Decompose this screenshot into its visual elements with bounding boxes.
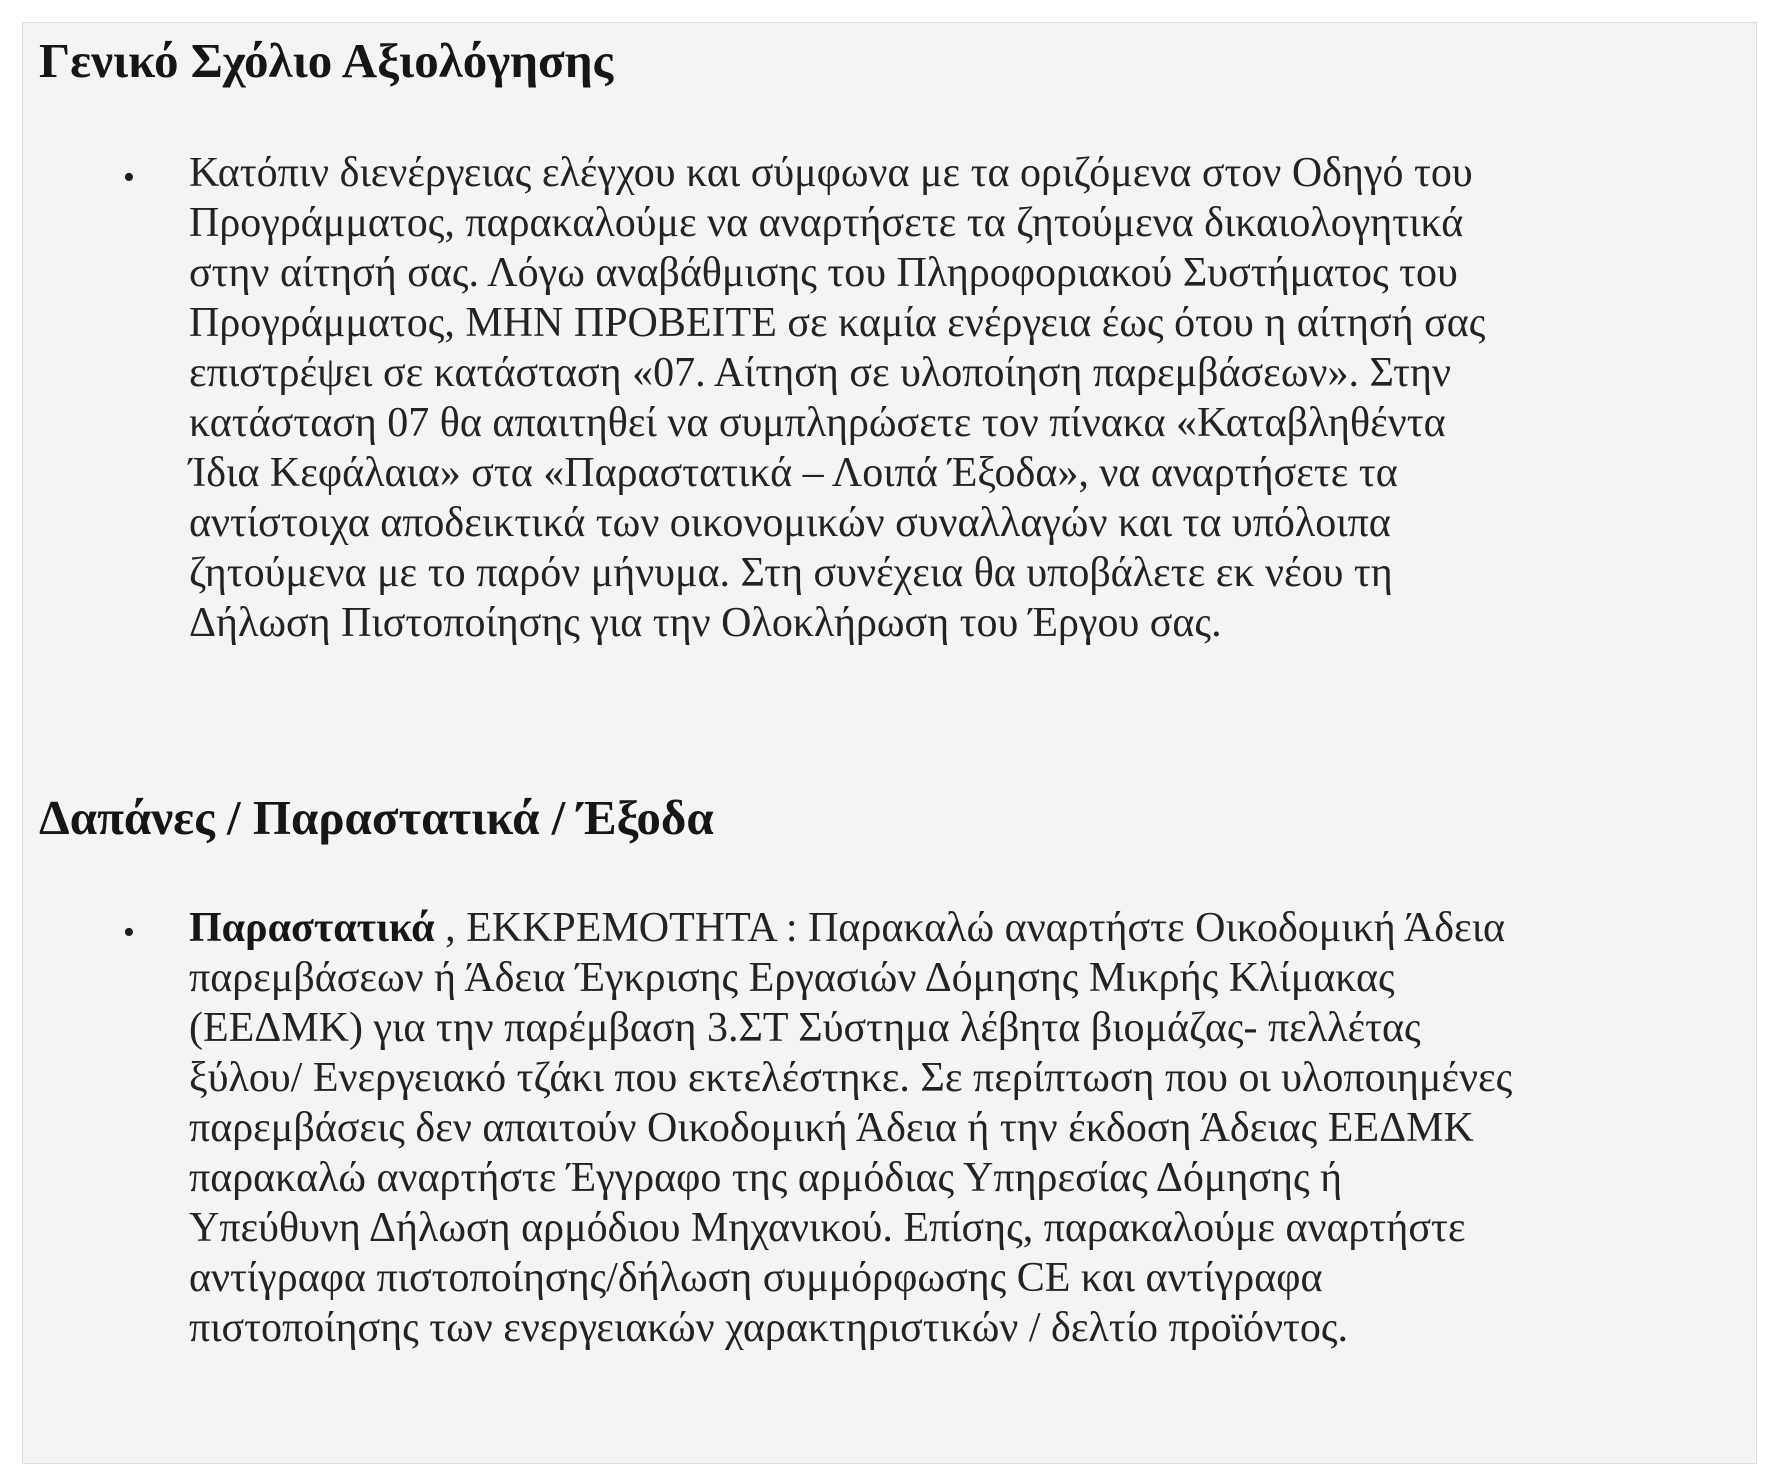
text-line: ξύλου/ Ενεργειακό τζάκι που εκτελέστηκε. Σε περίπτωση που οι υλοποιημένες: [189, 1055, 1513, 1101]
text-line: ζητούμενα με το παρόν μήνυμα. Στη συνέχεια θα υποβάλετε εκ νέου τη: [189, 550, 1393, 596]
text-line: κατάσταση 07 θα απαιτηθεί να συμπληρώσετε τον πίνακα «Καταβληθέντα: [189, 400, 1446, 446]
bullet-dot-icon: •: [123, 159, 135, 196]
general-comment-heading: Γενικό Σχόλιο Αξιολόγησης: [39, 33, 614, 88]
text-line: Δήλωση Πιστοποίησης για την Ολοκλήρωση του Έργου σας.: [189, 600, 1222, 646]
bullet-first-line-text: , ΕΚΚΡΕΜΟΤΗΤΑ : Παρακαλώ αναρτήστε Οικοδομική Άδεια: [434, 905, 1505, 951]
text-line: Υπεύθυνη Δήλωση αρμόδιου Μηχανικού. Επίσης, παρακαλούμε αναρτήστε: [189, 1205, 1466, 1251]
text-line: αντίστοιχα αποδεικτικά των οικονομικών συναλλαγών και τα υπόλοιπα: [189, 500, 1391, 546]
expenses-heading: [39, 790, 714, 846]
expenses-heading-bold: Παραστατικά / Έξοδα: [252, 790, 714, 845]
expenses-heading-prefix: Δαπάνες /: [39, 790, 253, 845]
text-line: Κατόπιν διενέργειας ελέγχου και σύμφωνα με τα οριζόμενα στον Οδηγό του: [189, 150, 1473, 196]
text-line: παρακαλώ αναρτήστε Έγγραφο της αρμόδιας Υπηρεσίας Δόμησης ή: [189, 1155, 1343, 1201]
text-line: πιστοποίησης των ενεργειακών χαρακτηριστικών / δελτίο προϊόντος.: [189, 1305, 1348, 1351]
text-line: επιστρέψει σε κατάσταση «07. Αίτηση σε υλοποίηση παρεμβάσεων». Στην: [189, 350, 1451, 396]
text-line: αντίγραφα πιστοποίησης/δήλωση συμμόρφωσης CE και αντίγραφα: [189, 1255, 1323, 1301]
text-line: Προγράμματος, παρακαλούμε να αναρτήσετε τα ζητούμενα δικαιολογητικά: [189, 200, 1464, 246]
bullet-label: Παραστατικά: [189, 905, 435, 951]
bullet-dot-icon: •: [123, 914, 135, 951]
text-line: [189, 903, 1505, 953]
text-line: Ίδια Κεφάλαια» στα «Παραστατικά – Λοιπά Έξοδα», να αναρτήσετε τα: [189, 450, 1398, 496]
text-line: παρεμβάσεων ή Άδεια Έγκρισης Εργασιών Δόμησης Μικρής Κλίμακας: [189, 955, 1395, 1001]
text-line: στην αίτησή σας. Λόγω αναβάθμισης του Πληροφοριακού Συστήματος του: [189, 250, 1458, 296]
text-line: (ΕΕΔΜΚ) για την παρέμβαση 3.ΣΤ Σύστημα λέβητα βιομάζας- πελλέτας: [189, 1005, 1421, 1051]
document-page: [22, 22, 1757, 1464]
text-line: παρεμβάσεις δεν απαιτούν Οικοδομική Άδεια ή την έκδοση Άδειας ΕΕΔΜΚ: [189, 1105, 1474, 1151]
text-line: Προγράμματος, ΜΗΝ ΠΡΟΒΕΙΤΕ σε καμία ενέργεια έως ότου η αίτησή σας: [189, 300, 1486, 346]
